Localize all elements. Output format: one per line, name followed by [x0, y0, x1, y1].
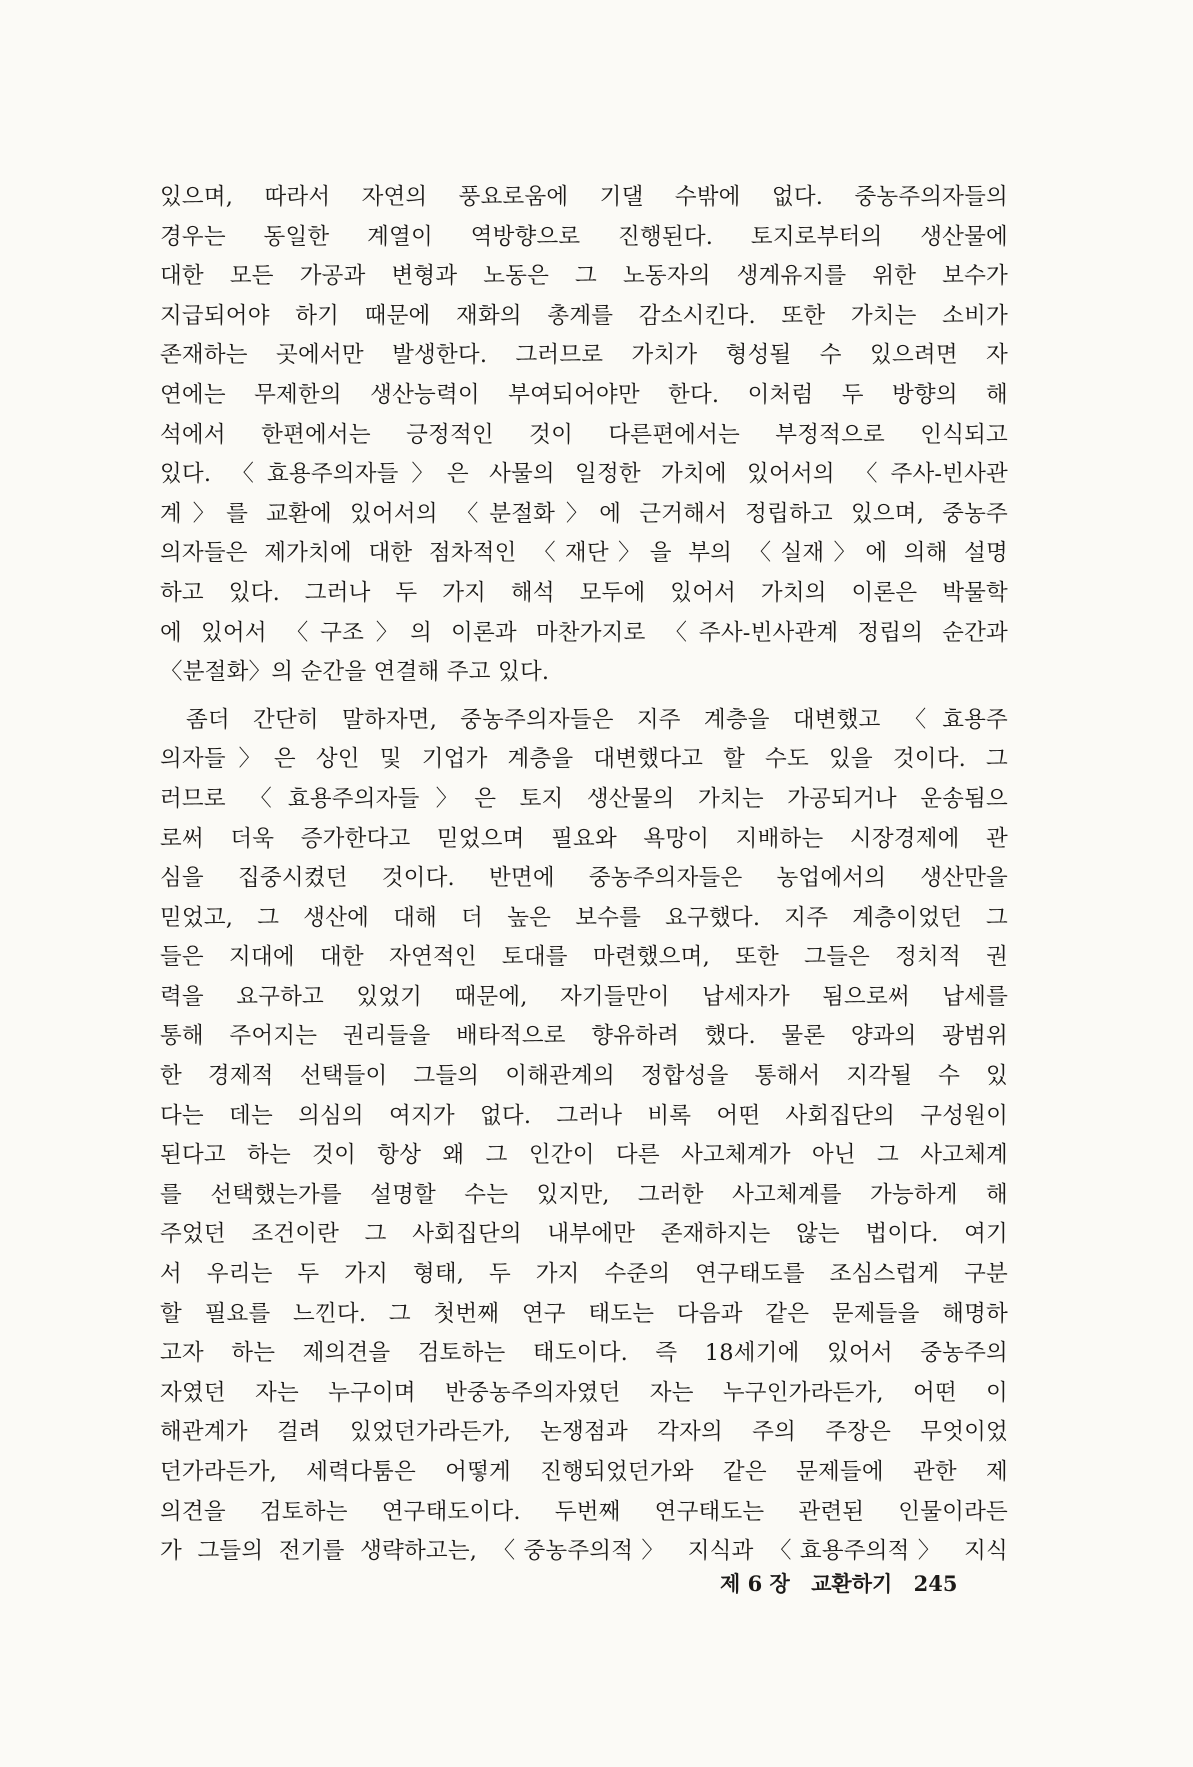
text-line: 에 있어서 〈구조〉의 이론과 마찬가지로 〈주사-빈사관계 정립의 순간과 [160, 619, 1008, 646]
text-line: 통해 주어지는 권리들을 배타적으로 향유하려 했다. 물론 양과의 광범위 [160, 1023, 1008, 1050]
text-line: 다는 데는 의심의 여지가 없다. 그러나 비록 어떤 사회집단의 구성원이 [160, 1102, 1008, 1129]
text-line: 한 경제적 선택들이 그들의 이해관계의 정합성을 통해서 지각될 수 있 [160, 1063, 1008, 1090]
text-line: 러므로 〈효용주의자들〉은 토지 생산물의 가치는 가공되거나 운송됨으 [160, 785, 1008, 812]
text-line: 믿었고, 그 생산에 대해 더 높은 보수를 요구했다. 지주 계층이었던 그 [160, 904, 1008, 931]
text-line: 자였던 자는 누구이며 반중농주의자였던 자는 누구인가라든가, 어떤 이 [160, 1379, 1008, 1406]
text-line: 서 우리는 두 가지 형태, 두 가지 수준의 연구태도를 조심스럽게 구분 [160, 1261, 1008, 1288]
text-line: 의견을 검토하는 연구태도이다. 두번째 연구태도는 관련된 인물이라든 [160, 1498, 1008, 1525]
text-line: 된다고 하는 것이 항상 왜 그 인간이 다른 사고체계가 아닌 그 사고체계 [160, 1142, 1008, 1169]
text-line: 심을 집중시켰던 것이다. 반면에 중농주의자들은 농업에서의 생산만을 [160, 865, 1008, 892]
body-text [160, 178, 1008, 1572]
text-line: 연에는 무제한의 생산능력이 부여되어야만 한다. 이처럼 두 방향의 해 [160, 381, 1008, 408]
text-line: 주었던 조건이란 그 사회집단의 내부에만 존재하지는 않는 법이다. 여기 [160, 1221, 1008, 1248]
text-line: 대한 모든 가공과 변형과 노동은 그 노동자의 생계유지를 위한 보수가 [160, 263, 1008, 290]
text-line: 던가라든가, 세력다툼은 어떻게 진행되었던가와 같은 문제들에 관한 제 [160, 1459, 1008, 1485]
text-line: 할 필요를 느낀다. 그 첫번째 연구 태도는 다음과 같은 문제들을 해명하 [160, 1300, 1008, 1327]
text-line: 들은 지대에 대한 자연적인 토대를 마련했으며, 또한 그들은 정치적 권 [160, 944, 1008, 971]
text-line: 로써 더욱 증가한다고 믿었으며 필요와 욕망이 지배하는 시장경제에 관 [160, 825, 1008, 852]
text-line: 존재하는 곳에서만 발생한다. 그러므로 가치가 형성될 수 있으려면 자 [160, 342, 1008, 369]
text-line: 의자들〉은 상인 및 기업가 계층을 대변했다고 할 수도 있을 것이다. 그 [160, 746, 1008, 773]
page-footer [720, 1568, 1010, 1598]
text-line: 의자들은 제가치에 대한 점차적인 〈재단〉을 부의 〈실재〉에 의해 설명 [160, 540, 1008, 567]
text-line: 석에서 한편에서는 긍정적인 것이 다른편에서는 부정적으로 인식되고 [160, 421, 1008, 448]
text-line: 력을 요구하고 있었기 때문에, 자기들만이 납세자가 됨으로써 납세를 [160, 983, 1008, 1010]
paragraph-gap [160, 693, 1008, 701]
text-line: 있다. 〈효용주의자들〉은 사물의 일정한 가치에 있어서의 〈주사-빈사관 [160, 461, 1008, 488]
text-line: 가 그들의 전기를 생략하고는, 〈중농주의적〉 지식과 〈효용주의적〉 지식 [160, 1538, 1008, 1565]
text-line: 하고 있다. 그러나 두 가지 해석 모두에 있어서 가치의 이론은 박물학 [160, 579, 1008, 606]
text-line: 계〉를 교환에 있어서의 〈분절화〉에 근거해서 정립하고 있으며, 중농주 [160, 500, 1008, 527]
text-line: 있으며, 따라서 자연의 풍요로움에 기댈 수밖에 없다. 중농주의자들의 [160, 184, 1008, 210]
page-number: 245 [913, 1571, 958, 1596]
text-line: 〈분절화〉의 순간을 연결해 주고 있다. [160, 659, 550, 686]
chapter-title: 교환하기 [811, 1571, 893, 1596]
text-line: 지급되어야 하기 때문에 재화의 총계를 감소시킨다. 또한 가치는 소비가 [160, 302, 1008, 329]
text-line: 좀더 간단히 말하자면, 중농주의자들은 지주 계층을 대변했고 〈효용주 [186, 706, 1008, 733]
chapter-number: 제 6 장 [720, 1571, 790, 1596]
text-line: 를 선택했는가를 설명할 수는 있지만, 그러한 사고체계를 가능하게 해 [160, 1181, 1008, 1208]
text-line: 해관계가 걸려 있었던가라든가, 논쟁점과 각자의 주의 주장은 무엇이었 [160, 1419, 1008, 1446]
text-line: 고자 하는 제의견을 검토하는 태도이다. 즉 18세기에 있어서 중농주의 [160, 1340, 1008, 1367]
text-line: 경우는 동일한 계열이 역방향으로 진행된다. 토지로부터의 생산물에 [160, 223, 1008, 250]
